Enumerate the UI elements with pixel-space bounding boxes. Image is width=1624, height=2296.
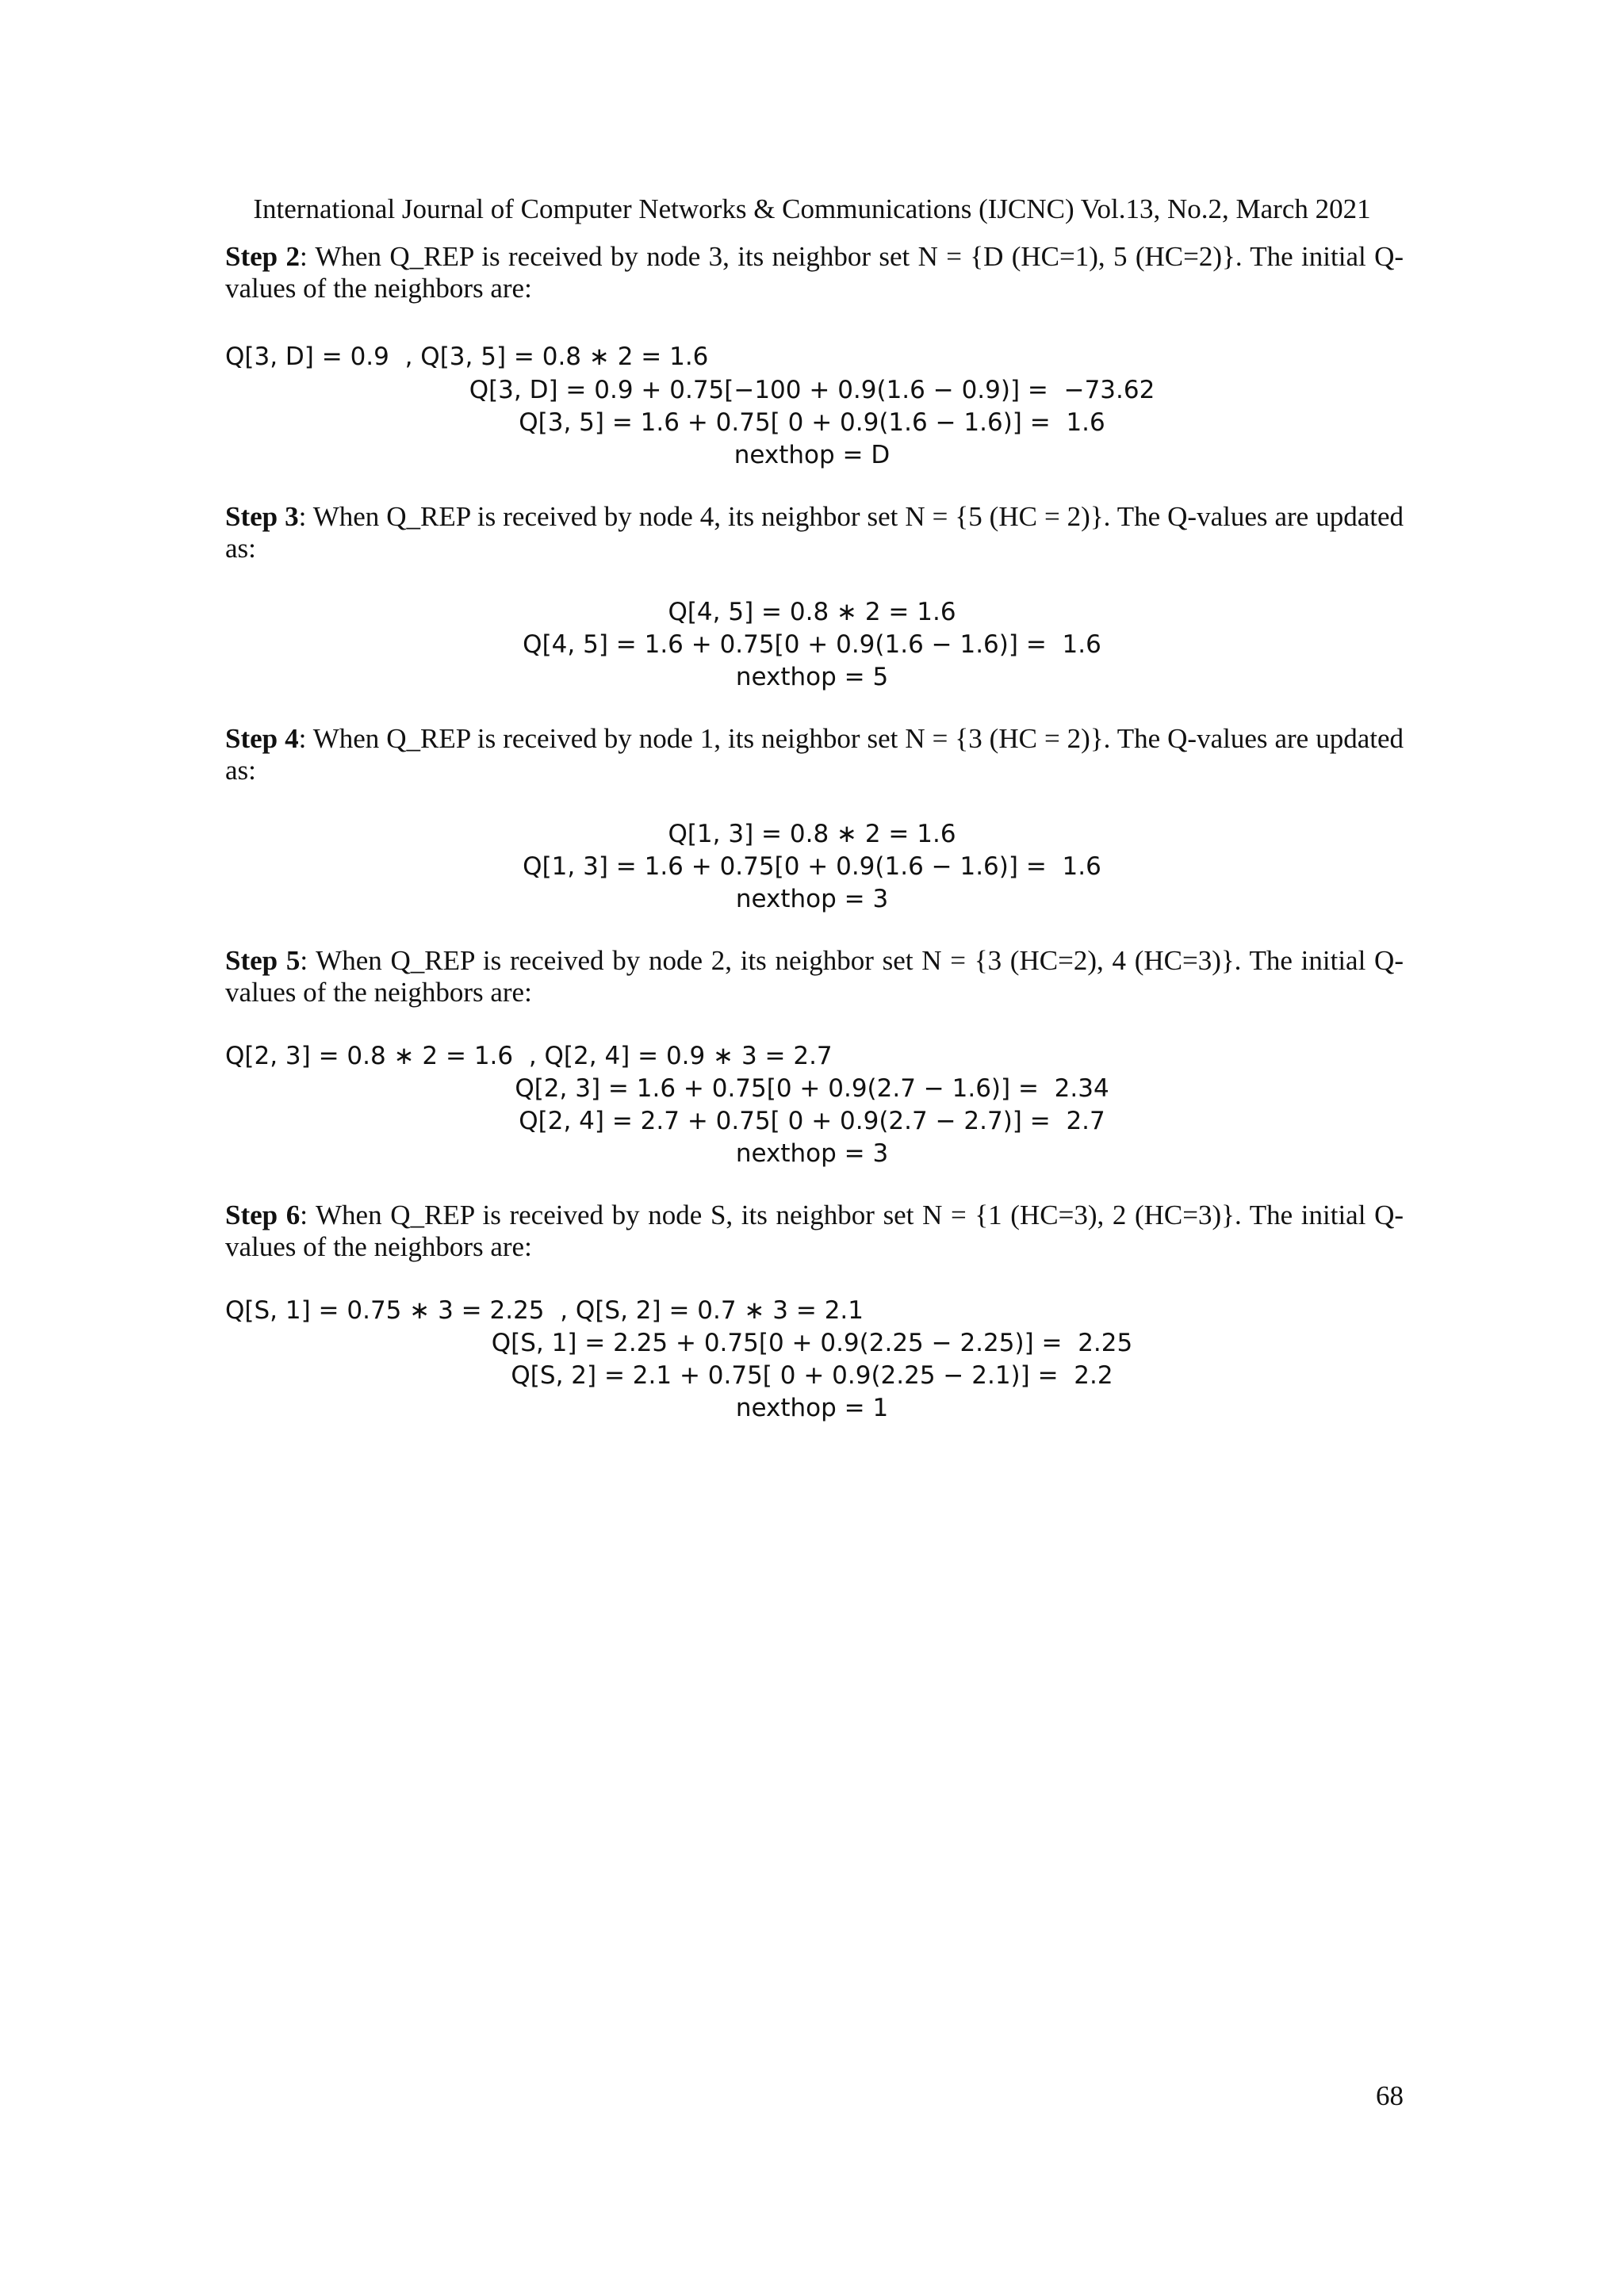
step-label: Step 2 <box>225 241 300 272</box>
step-paragraph <box>225 1200 1404 1263</box>
equation: Q[1, 3] = 1.6 + 0.75[0 + 0.9(1.6 − 1.6)] = 1.6 <box>523 852 1101 881</box>
equation: Q[4, 5] = 0.8 ∗ 2 = 1.6 <box>668 598 956 626</box>
equation: Q[1, 3] = 0.8 ∗ 2 = 1.6 <box>668 820 956 848</box>
step-label: Step 4 <box>225 723 299 754</box>
step-text: : When Q_REP is received by node 4, its neighbor set N = {5 (HC = 2)}. The Q-values are updated as: <box>225 501 1404 564</box>
step-paragraph <box>225 501 1404 564</box>
nexthop: nexthop = 1 <box>735 1394 889 1422</box>
nexthop: nexthop = 5 <box>735 663 889 691</box>
journal-header: International Journal of Computer Networks & Communications (IJCNC) Vol.13, No.2, March 2021 <box>253 193 1371 224</box>
step-text: : When Q_REP is received by node S, its neighbor set N = {1 (HC=3), 2 (HC=3)}. The initial Q-values of the neighbors are: <box>225 1200 1404 1262</box>
step-paragraph <box>225 723 1404 786</box>
step-paragraph <box>225 945 1404 1008</box>
step-label: Step 6 <box>225 1200 301 1230</box>
initial-q-values: Q[2, 3] = 0.8 ∗ 2 = 1.6 , Q[2, 4] = 0.9 ∗ 3 = 2.7 <box>225 1042 833 1070</box>
equation: Q[2, 4] = 2.7 + 0.75[ 0 + 0.9(2.7 − 2.7)] = 2.7 <box>519 1107 1105 1135</box>
step-text: : When Q_REP is received by node 1, its neighbor set N = {3 (HC = 2)}. The Q-values are updated as: <box>225 723 1404 786</box>
nexthop: nexthop = 3 <box>735 885 889 913</box>
nexthop: nexthop = D <box>733 441 891 469</box>
equation: Q[4, 5] = 1.6 + 0.75[0 + 0.9(1.6 − 1.6)] = 1.6 <box>523 630 1101 659</box>
step-label: Step 3 <box>225 501 299 532</box>
equation: Q[2, 3] = 1.6 + 0.75[0 + 0.9(2.7 − 1.6)] = 2.34 <box>515 1074 1109 1103</box>
initial-q-values: Q[S, 1] = 0.75 ∗ 3 = 2.25 , Q[S, 2] = 0.7 ∗ 3 = 2.1 <box>225 1296 864 1325</box>
equation: Q[3, 5] = 1.6 + 0.75[ 0 + 0.9(1.6 − 1.6)] = 1.6 <box>519 408 1105 437</box>
page-number: 68 <box>1376 2080 1404 2111</box>
equation: Q[S, 1] = 2.25 + 0.75[0 + 0.9(2.25 − 2.25)] = 2.25 <box>491 1329 1133 1357</box>
step-text: : When Q_REP is received by node 3, its neighbor set N = {D (HC=1), 5 (HC=2)}. The initial Q-values of the neighbors are: <box>225 241 1404 304</box>
step-text: : When Q_REP is received by node 2, its neighbor set N = {3 (HC=2), 4 (HC=3)}. The initial Q-values of the neighbors are: <box>225 945 1404 1008</box>
step-label: Step 5 <box>225 945 301 976</box>
nexthop: nexthop = 3 <box>735 1139 889 1168</box>
equation: Q[S, 2] = 2.1 + 0.75[ 0 + 0.9(2.25 − 2.1)] = 2.2 <box>511 1361 1113 1390</box>
initial-q-values: Q[3, D] = 0.9 , Q[3, 5] = 0.8 ∗ 2 = 1.6 <box>225 342 709 371</box>
equation: Q[3, D] = 0.9 + 0.75[−100 + 0.9(1.6 − 0.9)] = −73.62 <box>469 376 1155 404</box>
step-paragraph <box>225 241 1404 304</box>
